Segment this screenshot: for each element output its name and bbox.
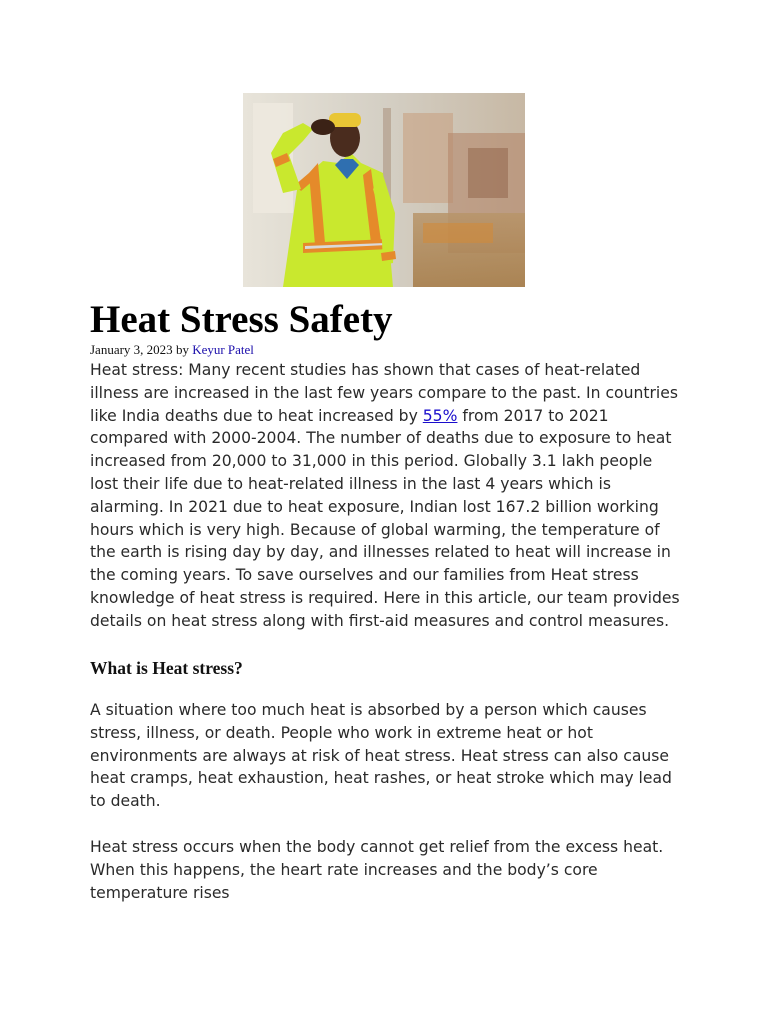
- intro-paragraph: [90, 359, 682, 633]
- intro-text-after-link: from 2017 to 2021 compared with 2000-2004. The number of deaths due to exposure to heat increased from 20,000 to 31,000 in this period. Globally 3.1 lakh people lost their life due to heat-related illness in the last 4 years which is alarming. In 2021 due to heat exposure, Indian lost 167.2 billion working hours which is very high. Because of global warming, the temperature of the earth is rising day by day, and illnesses related to heat will increase in the coming years. To save ourselves and our families from Heat stress knowledge of heat stress is required. Here in this article, our team provides details on heat stress along with first-aid measures and control measures.: [90, 406, 680, 630]
- section-paragraph-2: Heat stress occurs when the body cannot get relief from the excess heat. When this happens, the heart rate increases and the body’s core temperature rises: [90, 838, 664, 902]
- byline: [90, 342, 254, 358]
- post-date: January 3, 2023: [90, 342, 173, 357]
- section-paragraph-1: A situation where too much heat is absorbed by a person which causes stress, illness, or death. People who work in extreme heat or hot environments are always at risk of heat stress. Heat stress can also cause heat cramps, heat exhaustion, heat rashes, or heat stroke which may lead to death.: [90, 701, 672, 811]
- hero-image: [243, 93, 525, 287]
- byline-by: by: [175, 342, 189, 357]
- author-link[interactable]: Keyur Patel: [192, 342, 254, 357]
- section-heading: What is Heat stress?: [90, 658, 243, 678]
- statistic-link[interactable]: 55%: [422, 406, 458, 425]
- article-title: Heat Stress Safety: [90, 298, 393, 341]
- intro-text-before-link: Heat stress: Many recent studies has shown that cases of heat-related illness are increased in the last few years compare to the past. In countries like India deaths due to heat increased by: [90, 361, 678, 425]
